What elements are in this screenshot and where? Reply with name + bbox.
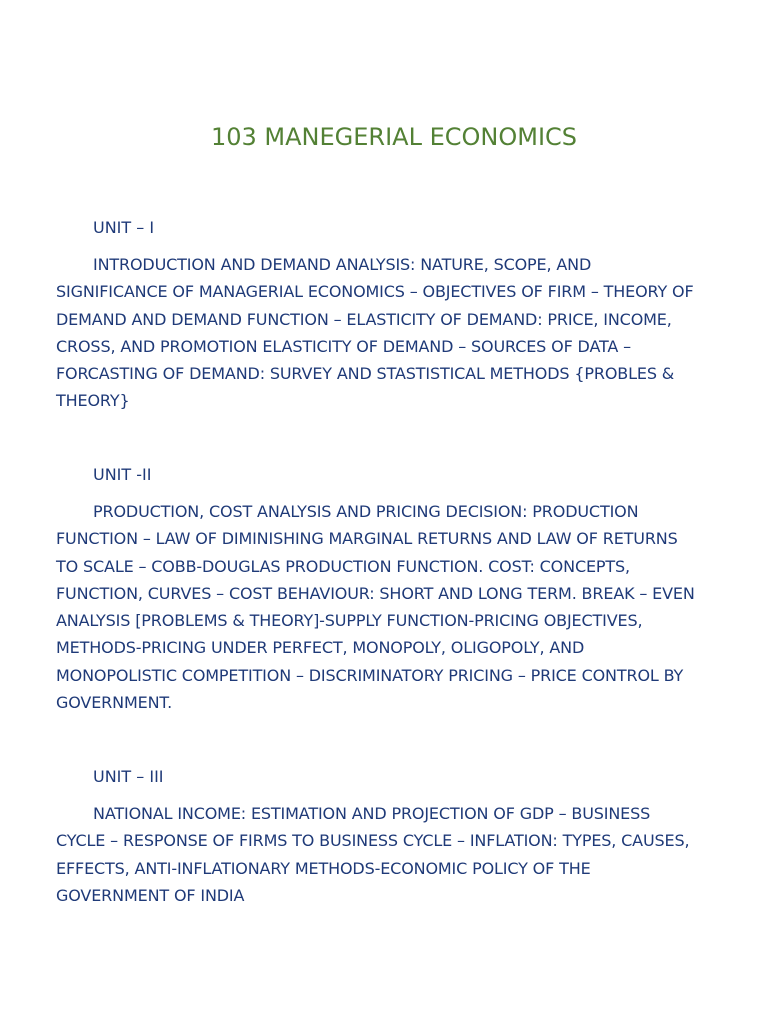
unit-heading: UNIT -II <box>93 465 152 484</box>
unit-section-3 <box>56 763 696 909</box>
page-title: 103 MANEGERIAL ECONOMICS <box>210 123 578 151</box>
unit-description: NATIONAL INCOME: ESTIMATION AND PROJECTION OF GDP – BUSINESS CYCLE – RESPONSE OF FIRMS TO BUSINESS CYCLE – INFLATION: TYPES, CAUSES, EFFECTS, ANTI-INFLATIONARY METHODS-ECONOMIC POLICY OF THE GOVERNMENT OF INDIA <box>56 804 690 905</box>
unit-heading: UNIT – I <box>93 218 155 237</box>
unit-section-2 <box>56 461 696 716</box>
unit-description: INTRODUCTION AND DEMAND ANALYSIS: NATURE, SCOPE, AND SIGNIFICANCE OF MANAGERIAL ECONOMICS – OBJECTIVES OF FIRM – THEORY OF DEMAND AND DEMAND FUNCTION – ELASTICITY OF DEMAND: PRICE, INCOME, CROSS, AND PROMOTION ELASTICITY OF DEMAND – SOURCES OF DATA – FORCASTING OF DEMAND: SURVEY AND STASTISTICAL METHODS {PROBLES & THEORY} <box>56 255 694 411</box>
unit-heading: UNIT – III <box>93 767 164 786</box>
unit-section-1 <box>56 214 696 415</box>
unit-description: PRODUCTION, COST ANALYSIS AND PRICING DECISION: PRODUCTION FUNCTION – LAW OF DIMINISHING MARGINAL RETURNS AND LAW OF RETURNS TO SCALE – COBB-DOUGLAS PRODUCTION FUNCTION. COST: CONCEPTS, FUNCTION, CURVES – COST BEHAVIOUR: SHORT AND LONG TERM. BREAK – EVEN ANALYSIS [PROBLEMS & THEORY]-SUPPLY FUNCTION-PRICING OBJECTIVES, METHODS-PRICING UNDER PERFECT, MONOPOLY, OLIGOPOLY, AND MONOPOLISTIC COMPETITION – DISCRIMINATORY PRICING – PRICE CONTROL BY GOVERNMENT. <box>56 502 695 713</box>
